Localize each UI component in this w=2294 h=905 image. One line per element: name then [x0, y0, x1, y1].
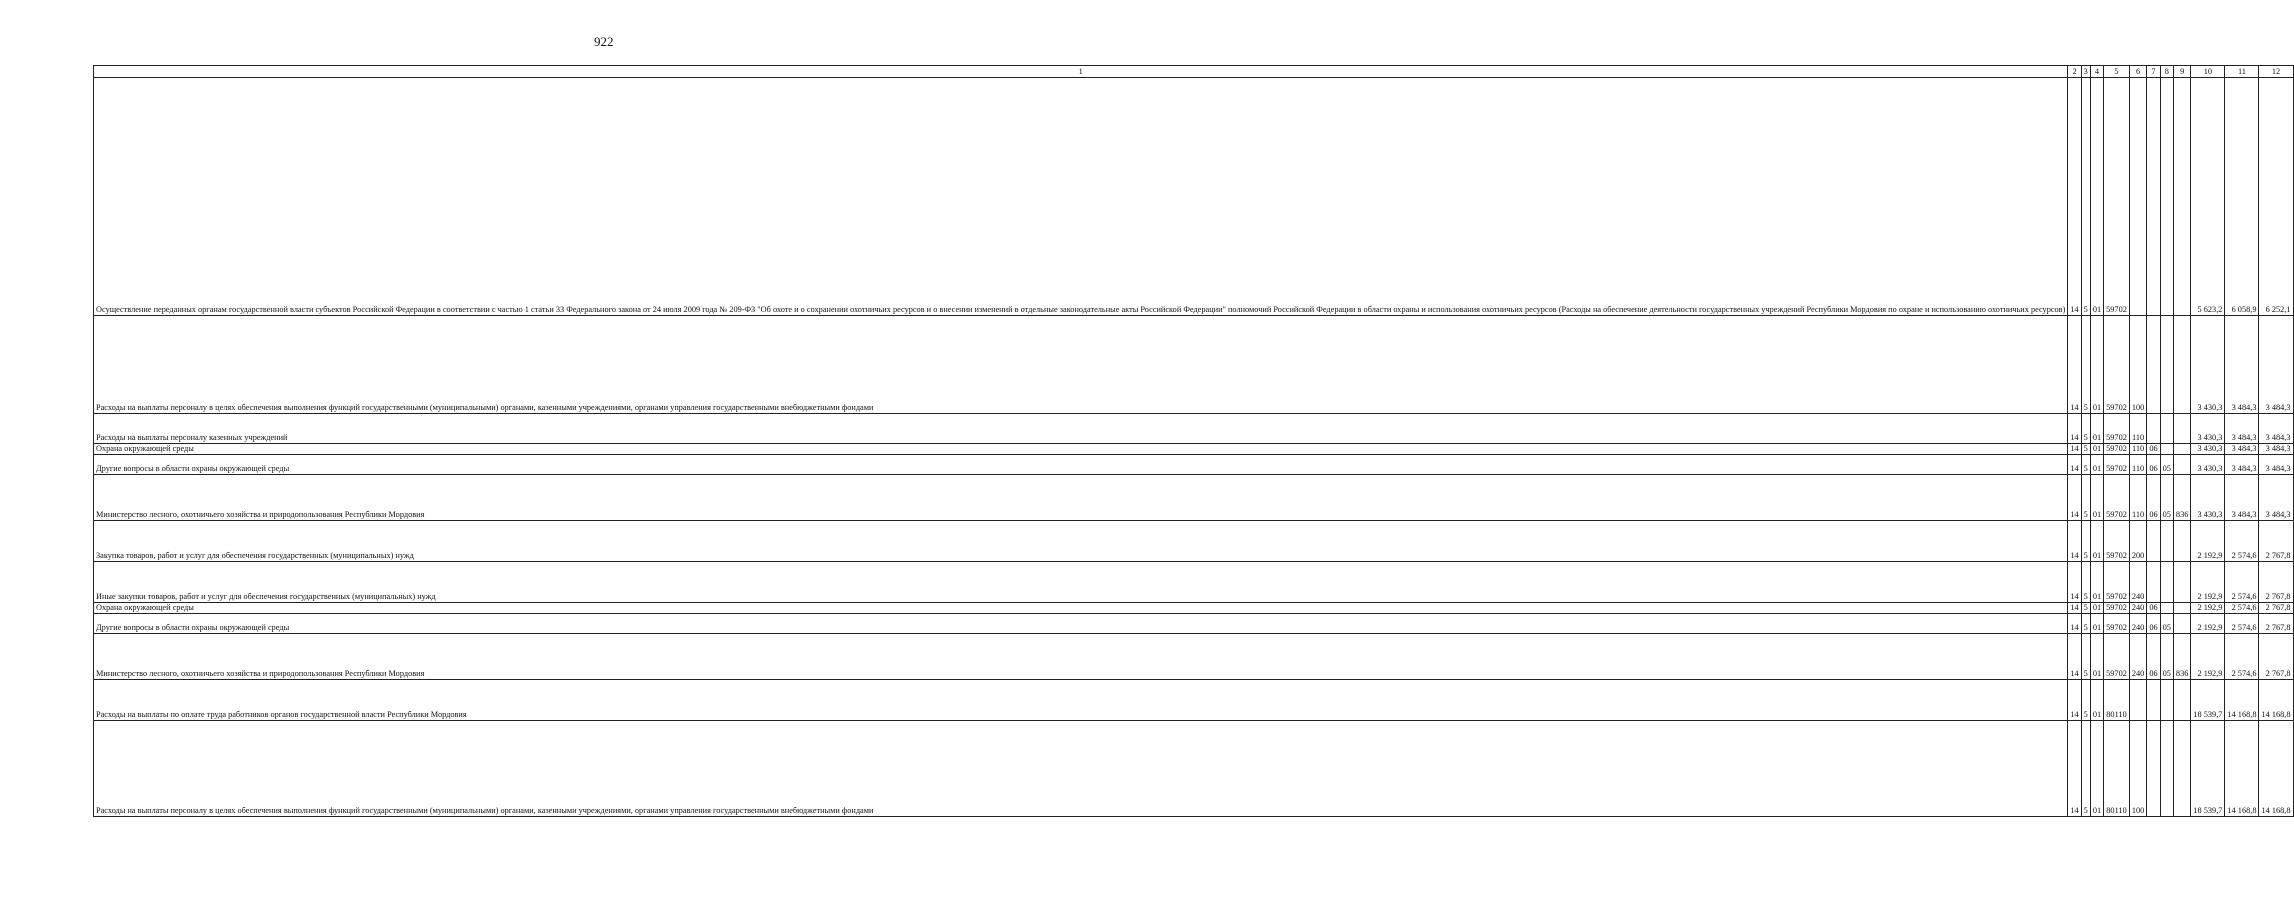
code-col-7-cell — [2147, 316, 2160, 414]
item-name-cell: Охрана окружающей среды — [94, 603, 2068, 614]
table-row — [94, 444, 2294, 455]
table-row — [94, 721, 2294, 817]
code-col-7-cell — [2147, 680, 2160, 721]
code-col-2-cell: 14 — [2068, 316, 2081, 414]
code-col-6-cell: 110 — [2129, 414, 2146, 444]
code-col-6-cell: 110 — [2129, 444, 2146, 455]
amount-col-11-cell: 3 484,3 — [2225, 475, 2259, 521]
code-col-2-cell: 14 — [2068, 414, 2081, 444]
code-col-3-cell: 5 — [2081, 634, 2090, 680]
code-col-7-cell — [2147, 721, 2160, 817]
code-col-5-cell: 59702 — [2104, 521, 2130, 562]
code-col-8-cell — [2160, 316, 2173, 414]
code-col-6-cell: 200 — [2129, 521, 2146, 562]
item-name-cell: Другие вопросы в области охраны окружающей среды — [94, 614, 2068, 634]
code-col-8-cell — [2160, 521, 2173, 562]
code-col-4-cell: 01 — [2090, 562, 2103, 603]
code-col-7-cell — [2147, 414, 2160, 444]
code-col-4-cell: 01 — [2090, 414, 2103, 444]
code-col-5-cell: 59702 — [2104, 603, 2130, 614]
item-name-cell: Министерство лесного, охотничьего хозяйства и природопользования Республики Мордовия — [94, 634, 2068, 680]
code-col-7-cell: 06 — [2147, 475, 2160, 521]
code-col-4-cell: 01 — [2090, 634, 2103, 680]
amount-col-12-cell: 6 252,1 — [2259, 78, 2293, 316]
amount-col-10-cell: 18 539,7 — [2191, 721, 2225, 817]
code-col-6-cell: 240 — [2129, 562, 2146, 603]
table-row — [94, 603, 2294, 614]
amount-col-11-cell: 2 574,6 — [2225, 614, 2259, 634]
amount-col-10-cell: 3 430,3 — [2191, 414, 2225, 444]
column-header: 5 — [2104, 66, 2130, 78]
code-col-3-cell: 5 — [2081, 521, 2090, 562]
amount-col-12-cell: 2 767,8 — [2259, 521, 2293, 562]
code-col-4-cell: 01 — [2090, 78, 2103, 316]
code-col-2-cell: 14 — [2068, 78, 2081, 316]
code-col-9-cell — [2173, 444, 2190, 455]
code-col-8-cell: 05 — [2160, 634, 2173, 680]
table-row — [94, 680, 2294, 721]
column-header: 2 — [2068, 66, 2081, 78]
column-header: 8 — [2160, 66, 2173, 78]
code-col-7-cell: 06 — [2147, 444, 2160, 455]
code-col-8-cell — [2160, 562, 2173, 603]
item-name-cell: Охрана окружающей среды — [94, 444, 2068, 455]
code-col-4-cell: 01 — [2090, 444, 2103, 455]
table-row — [94, 614, 2294, 634]
code-col-9-cell: 836 — [2173, 634, 2190, 680]
code-col-3-cell: 5 — [2081, 603, 2090, 614]
amount-col-11-cell: 14 168,8 — [2225, 721, 2259, 817]
item-name-cell: Расходы на выплаты персоналу в целях обеспечения выполнения функций государственными (муниципальными) органами, казенными учреждениями, органами управления государственными внебюджетными фондами — [94, 721, 2068, 817]
code-col-9-cell — [2173, 316, 2190, 414]
code-col-9-cell — [2173, 721, 2190, 817]
amount-col-12-cell: 3 484,3 — [2259, 455, 2293, 475]
code-col-3-cell: 5 — [2081, 562, 2090, 603]
code-col-7-cell: 06 — [2147, 634, 2160, 680]
code-col-4-cell: 01 — [2090, 614, 2103, 634]
code-col-8-cell: 05 — [2160, 475, 2173, 521]
code-col-4-cell: 01 — [2090, 721, 2103, 817]
table-row — [94, 562, 2294, 603]
code-col-7-cell — [2147, 562, 2160, 603]
code-col-7-cell: 06 — [2147, 614, 2160, 634]
code-col-5-cell: 59702 — [2104, 475, 2130, 521]
amount-col-10-cell: 5 623,2 — [2191, 78, 2225, 316]
code-col-8-cell — [2160, 721, 2173, 817]
code-col-4-cell: 01 — [2090, 475, 2103, 521]
amount-col-12-cell: 2 767,8 — [2259, 603, 2293, 614]
table-row — [94, 455, 2294, 475]
amount-col-10-cell: 2 192,9 — [2191, 521, 2225, 562]
code-col-6-cell: 240 — [2129, 614, 2146, 634]
amount-col-12-cell: 3 484,3 — [2259, 475, 2293, 521]
code-col-5-cell: 59702 — [2104, 316, 2130, 414]
amount-col-11-cell: 3 484,3 — [2225, 414, 2259, 444]
code-col-6-cell — [2129, 680, 2146, 721]
code-col-8-cell — [2160, 680, 2173, 721]
column-header: 7 — [2147, 66, 2160, 78]
column-header: 1 — [94, 66, 2068, 78]
table-row — [94, 414, 2294, 444]
code-col-4-cell: 01 — [2090, 521, 2103, 562]
code-col-5-cell: 59702 — [2104, 614, 2130, 634]
code-col-2-cell: 14 — [2068, 521, 2081, 562]
amount-col-12-cell: 14 168,8 — [2259, 680, 2293, 721]
code-col-5-cell: 59702 — [2104, 634, 2130, 680]
code-col-3-cell: 5 — [2081, 316, 2090, 414]
code-col-9-cell — [2173, 455, 2190, 475]
code-col-2-cell: 14 — [2068, 562, 2081, 603]
code-col-7-cell: 06 — [2147, 455, 2160, 475]
code-col-9-cell — [2173, 562, 2190, 603]
amount-col-11-cell: 2 574,6 — [2225, 521, 2259, 562]
code-col-6-cell: 240 — [2129, 603, 2146, 614]
amount-col-10-cell: 2 192,9 — [2191, 603, 2225, 614]
code-col-9-cell — [2173, 603, 2190, 614]
code-col-4-cell: 01 — [2090, 316, 2103, 414]
code-col-2-cell: 14 — [2068, 603, 2081, 614]
code-col-8-cell — [2160, 414, 2173, 444]
amount-col-10-cell: 3 430,3 — [2191, 455, 2225, 475]
code-col-8-cell — [2160, 78, 2173, 316]
item-name-cell: Закупка товаров, работ и услуг для обеспечения государственных (муниципальных) нужд — [94, 521, 2068, 562]
amount-col-11-cell: 14 168,8 — [2225, 680, 2259, 721]
item-name-cell: Иные закупки товаров, работ и услуг для обеспечения государственных (муниципальных) нужд — [94, 562, 2068, 603]
code-col-4-cell: 01 — [2090, 680, 2103, 721]
amount-col-10-cell: 2 192,9 — [2191, 562, 2225, 603]
table-row — [94, 316, 2294, 414]
page-number: 922 — [594, 34, 614, 49]
column-header: 10 — [2191, 66, 2225, 78]
column-header: 4 — [2090, 66, 2103, 78]
code-col-5-cell: 59702 — [2104, 455, 2130, 475]
column-header: 6 — [2129, 66, 2146, 78]
code-col-3-cell: 5 — [2081, 614, 2090, 634]
amount-col-11-cell: 3 484,3 — [2225, 316, 2259, 414]
code-col-5-cell: 80110 — [2104, 680, 2130, 721]
amount-col-11-cell: 2 574,6 — [2225, 634, 2259, 680]
amount-col-11-cell: 2 574,6 — [2225, 603, 2259, 614]
amount-col-12-cell: 2 767,8 — [2259, 562, 2293, 603]
amount-col-11-cell: 3 484,3 — [2225, 455, 2259, 475]
amount-col-10-cell: 2 192,9 — [2191, 614, 2225, 634]
amount-col-12-cell: 3 484,3 — [2259, 444, 2293, 455]
code-col-9-cell — [2173, 78, 2190, 316]
amount-col-10-cell: 3 430,3 — [2191, 444, 2225, 455]
code-col-6-cell: 240 — [2129, 634, 2146, 680]
item-name-cell: Другие вопросы в области охраны окружающей среды — [94, 455, 2068, 475]
column-header: 12 — [2259, 66, 2293, 78]
amount-col-11-cell: 6 058,9 — [2225, 78, 2259, 316]
code-col-3-cell: 5 — [2081, 721, 2090, 817]
table-row — [94, 634, 2294, 680]
code-col-7-cell — [2147, 78, 2160, 316]
code-col-8-cell: 05 — [2160, 455, 2173, 475]
amount-col-12-cell: 3 484,3 — [2259, 316, 2293, 414]
item-name-cell: Расходы на выплаты персоналу в целях обеспечения выполнения функций государственными (муниципальными) органами, казенными учреждениями, органами управления государственными внебюджетными фондами — [94, 316, 2068, 414]
code-col-3-cell: 5 — [2081, 78, 2090, 316]
amount-col-10-cell: 3 430,3 — [2191, 475, 2225, 521]
code-col-6-cell — [2129, 78, 2146, 316]
code-col-7-cell: 06 — [2147, 603, 2160, 614]
code-col-9-cell — [2173, 680, 2190, 721]
code-col-2-cell: 14 — [2068, 614, 2081, 634]
budget-table — [93, 65, 2294, 817]
code-col-3-cell: 5 — [2081, 455, 2090, 475]
header-row — [94, 66, 2294, 78]
code-col-8-cell — [2160, 603, 2173, 614]
code-col-2-cell: 14 — [2068, 634, 2081, 680]
code-col-4-cell: 01 — [2090, 603, 2103, 614]
code-col-6-cell: 110 — [2129, 455, 2146, 475]
table-body — [94, 78, 2294, 817]
code-col-9-cell: 836 — [2173, 475, 2190, 521]
table-row — [94, 475, 2294, 521]
code-col-2-cell: 14 — [2068, 475, 2081, 521]
amount-col-10-cell: 18 539,7 — [2191, 680, 2225, 721]
code-col-9-cell — [2173, 414, 2190, 444]
code-col-3-cell: 5 — [2081, 444, 2090, 455]
code-col-2-cell: 14 — [2068, 680, 2081, 721]
code-col-2-cell: 14 — [2068, 444, 2081, 455]
code-col-4-cell: 01 — [2090, 455, 2103, 475]
code-col-5-cell: 59702 — [2104, 444, 2130, 455]
column-header: 3 — [2081, 66, 2090, 78]
amount-col-11-cell: 2 574,6 — [2225, 562, 2259, 603]
code-col-7-cell — [2147, 521, 2160, 562]
code-col-3-cell: 5 — [2081, 680, 2090, 721]
code-col-8-cell — [2160, 444, 2173, 455]
amount-col-12-cell: 3 484,3 — [2259, 414, 2293, 444]
code-col-6-cell: 100 — [2129, 721, 2146, 817]
column-header: 11 — [2225, 66, 2259, 78]
amount-col-12-cell: 14 168,8 — [2259, 721, 2293, 817]
table-row — [94, 521, 2294, 562]
code-col-3-cell: 5 — [2081, 475, 2090, 521]
code-col-9-cell — [2173, 521, 2190, 562]
amount-col-10-cell: 3 430,3 — [2191, 316, 2225, 414]
column-header: 9 — [2173, 66, 2190, 78]
code-col-3-cell: 5 — [2081, 414, 2090, 444]
code-col-5-cell: 80110 — [2104, 721, 2130, 817]
item-name-cell: Осуществление переданных органам государственной власти субъектов Российской Федерации в соответствии с частью 1 статьи 33 Федерального закона от 24 июля 2009 года № 209-ФЗ "Об охоте и о сохранении охотничьих ресурсов и о внесении изменений в отдельные законодательные акты Российской Федерации" полномочий Российской Федерации в области охраны и использования охотничьих ресурсов (Расходы на обеспечение деятельности государственных учреждений Республики Мордовия по охране и использованию охотничьих ресурсов) — [94, 78, 2068, 316]
code-col-5-cell: 59702 — [2104, 78, 2130, 316]
code-col-6-cell: 100 — [2129, 316, 2146, 414]
amount-col-11-cell: 3 484,3 — [2225, 444, 2259, 455]
amount-col-10-cell: 2 192,9 — [2191, 634, 2225, 680]
code-col-2-cell: 14 — [2068, 455, 2081, 475]
table-row — [94, 78, 2294, 316]
code-col-5-cell: 59702 — [2104, 562, 2130, 603]
item-name-cell: Министерство лесного, охотничьего хозяйства и природопользования Республики Мордовия — [94, 475, 2068, 521]
code-col-9-cell — [2173, 614, 2190, 634]
code-col-8-cell: 05 — [2160, 614, 2173, 634]
amount-col-12-cell: 2 767,8 — [2259, 614, 2293, 634]
item-name-cell: Расходы на выплаты персоналу казенных учреждений — [94, 414, 2068, 444]
code-col-5-cell: 59702 — [2104, 414, 2130, 444]
amount-col-12-cell: 2 767,8 — [2259, 634, 2293, 680]
code-col-2-cell: 14 — [2068, 721, 2081, 817]
item-name-cell: Расходы на выплаты по оплате труда работников органов государственной власти Республики Мордовия — [94, 680, 2068, 721]
code-col-6-cell: 110 — [2129, 475, 2146, 521]
